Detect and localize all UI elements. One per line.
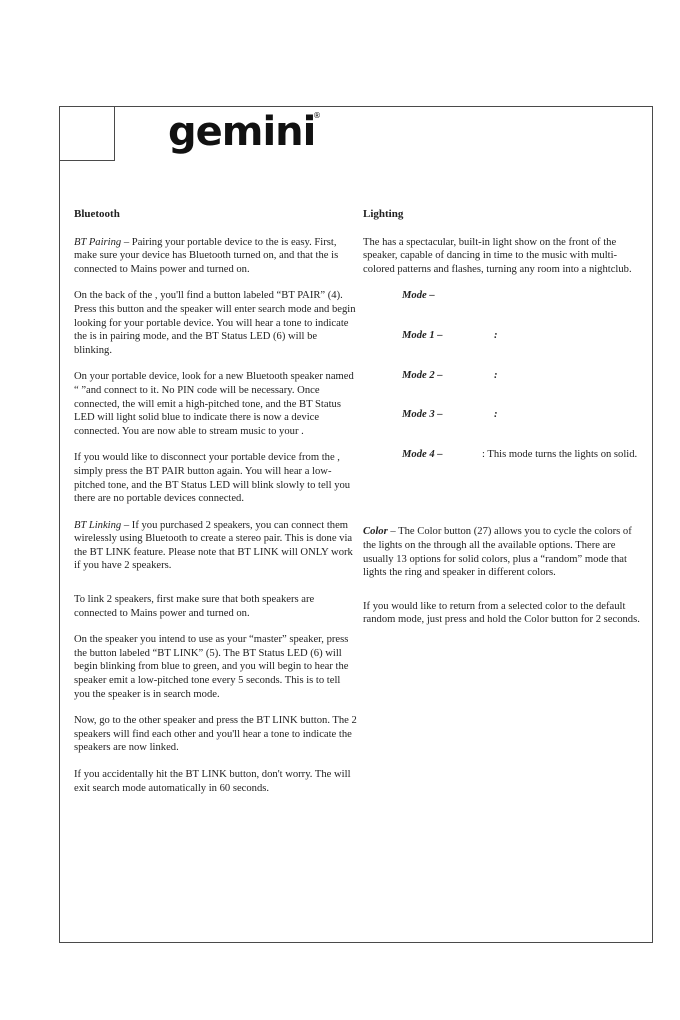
mode-3-label: Mode 3 –	[402, 409, 443, 421]
mode-2-colon: :	[494, 369, 498, 381]
mode-3-item	[402, 408, 643, 422]
bt-pairing-paragraph-4: If you would like to disconnect your portable device from the , simply press the BT PAIR button again. You will hear a low-pitched tone, and the BT Status LED will blink slowly to tell you there are no portable devices connected.	[74, 452, 351, 505]
bluetooth-heading: Bluetooth	[74, 208, 120, 220]
color-lead: Color	[363, 526, 388, 538]
left-column	[74, 208, 357, 808]
bt-linking-text-1: – If you purchased 2 speakers, you can connect them wirelessly using Bluetooth to create a stereo pair. This is done via the BT LINK feature. Please note that BT LINK will ONLY work if you have 2 speakers.	[74, 519, 353, 572]
mode-4-text: : This mode turns the lights on solid.	[482, 448, 638, 460]
mode-item	[402, 289, 643, 303]
bt-pairing-paragraph-2: On the back of the , you'll find a button labeled “BT PAIR” (4). Press this button and the speaker will enter search mode and begin looking for your portable device. You will hear a tone to indicate the is in pairing mode, and the BT Status LED (6) will be blinking.	[74, 290, 356, 356]
lighting-heading: Lighting	[363, 208, 404, 220]
bt-linking-paragraph-2: To link 2 speakers, first make sure that both speakers are connected to Mains power and turned on.	[74, 594, 315, 619]
mode-label: Mode –	[402, 290, 435, 302]
registered-mark: ®	[313, 111, 321, 120]
mode-1-label: Mode 1 –	[402, 329, 443, 341]
header-divider-vertical	[114, 106, 115, 161]
mode-4-label: Mode 4 –	[402, 448, 443, 460]
color-paragraph-2: If you would like to return from a selected color to the default random mode, just press and hold the Color button for 2 seconds.	[363, 600, 640, 626]
bt-pairing-paragraph-1	[74, 236, 357, 277]
bt-pairing-lead: BT Pairing	[74, 236, 122, 248]
bt-linking-paragraph-3: On the speaker you intend to use as your “master” speaker, press the button labeled “BT LINK” (5). The BT Status LED (6) will begin blinking from blue to green, and you will begin to hear the speaker emit a low-pitched tone every 5 seconds. This is to tell you the speaker is in search mode.	[74, 634, 349, 700]
gemini-logo	[168, 108, 321, 156]
mode-1-colon: :	[494, 329, 498, 341]
right-column	[363, 208, 643, 640]
header-divider-horizontal	[59, 160, 115, 161]
mode-4-item	[402, 448, 643, 462]
bt-pairing-text-1: – Pairing your portable device to the is easy. First, make sure your device has Bluetooth turned on, and that the is connected to Mains power and turned on.	[74, 236, 339, 275]
bt-linking-paragraph-5: If you accidentally hit the BT LINK button, don't worry. The will exit search mode automatically in 60 seconds.	[74, 769, 351, 794]
bt-linking-paragraph-1	[74, 519, 357, 573]
bt-linking-lead: BT Linking	[74, 519, 122, 531]
mode-2-item	[402, 369, 643, 383]
color-paragraph-1	[363, 525, 643, 579]
color-text-1: – The Color button (27) allows you to cycle the colors of the lights on the through all the available options. There are usually 13 options for solid colors, plus a “random” mode that lights the ring and speaker in different colors.	[363, 526, 632, 579]
lighting-paragraph-1: The has a spectacular, built-in light show on the front of the speaker, capable of dancing in time to the music with multi-colored patterns and flashes, turning any room into a nightclub.	[363, 236, 632, 275]
mode-2-label: Mode 2 –	[402, 369, 443, 381]
bt-pairing-paragraph-3: On your portable device, look for a new Bluetooth speaker named “ ”and connect to it. No PIN code will be necessary. Once connected, the will emit a high-pitched tone, and the BT Status LED will light solid blue to indicate there is now a device connected. You are now able to stream music to your .	[74, 371, 354, 437]
bt-linking-paragraph-4: Now, go to the other speaker and press the BT LINK button. The 2 speakers will find each other and you'll hear a tone to indicate the speakers are now linked.	[74, 715, 357, 754]
mode-1-item	[402, 329, 643, 343]
mode-3-colon: :	[494, 409, 498, 421]
logo-wordmark: gemini	[168, 109, 316, 155]
